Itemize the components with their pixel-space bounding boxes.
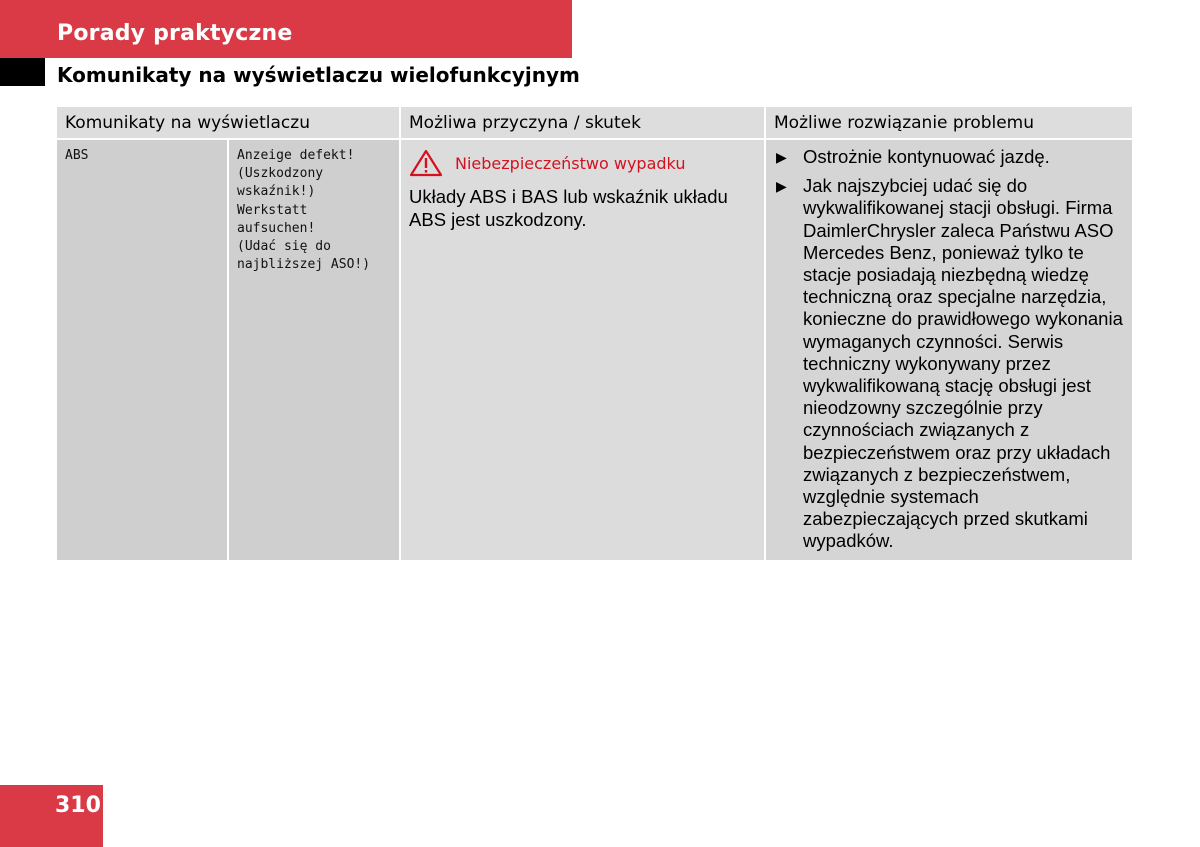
- list-item: [774, 146, 1124, 168]
- page-title: Komunikaty na wyświetlaczu wielofunkcyjnym: [57, 63, 580, 87]
- message-code: ABS: [65, 148, 89, 163]
- cell-code: [57, 139, 228, 560]
- warning-triangle-icon: [409, 149, 443, 177]
- warning-line: [401, 140, 764, 177]
- message-line: Anzeige defekt!: [237, 148, 355, 163]
- message-line: Werkstatt aufsuchen!: [237, 202, 316, 236]
- section-marker: [0, 58, 45, 86]
- messages-table: [57, 107, 1132, 560]
- solution-text: Jak najszybciej udać się do wykwalifikowanej stacji obsługi. Firma DaimlerChrysler zaleca Państwu ASO Mercedes Benz, ponieważ tylko te stacje posiadają niezbędną wiedzę techniczną oraz specjalne narzędzia, konieczne do prawidłowego wykonania wymaganych czynności. Serwis techniczny wykonywany przez wykwalifikowaną stację obsługi jest nieodzowny szczególnie przy czynnościach związanych z bezpieczeństwem oraz przy układach związanych z bezpieczeństwem, względnie systemach zabezpieczających przed skutkami wypadków.: [803, 175, 1123, 552]
- message-line: (Uszkodzony: [237, 166, 324, 182]
- list-item: [774, 175, 1124, 552]
- cell-cause: [400, 139, 765, 560]
- triangle-right-icon: ▶: [776, 178, 787, 195]
- page-number: 310: [55, 793, 101, 818]
- message-line: wskaźnik!): [237, 184, 316, 200]
- cause-text: Układy ABS i BAS lub wskaźnik układu ABS jest uszkodzony.: [409, 186, 728, 230]
- col-header-messages: Komunikaty na wyświetlaczu: [57, 107, 400, 139]
- col-header-solution: Możliwe rozwiązanie problemu: [765, 107, 1132, 139]
- cell-message: [228, 139, 400, 560]
- table-header-row: [57, 107, 1132, 139]
- section-header: Porady praktyczne: [57, 21, 293, 46]
- message-line: najbliższej ASO!): [237, 257, 371, 273]
- triangle-right-icon: ▶: [776, 149, 787, 165]
- message-line: (Udać się do: [237, 239, 331, 255]
- table-row: [57, 139, 1132, 560]
- cell-solution: [765, 139, 1132, 560]
- warning-text: Niebezpieczeństwo wypadku: [455, 153, 686, 173]
- col-header-cause: Możliwa przyczyna / skutek: [400, 107, 765, 139]
- display-message: [229, 140, 399, 274]
- solution-list: [766, 140, 1132, 553]
- solution-text: Ostrożnie kontynuować jazdę.: [803, 146, 1050, 167]
